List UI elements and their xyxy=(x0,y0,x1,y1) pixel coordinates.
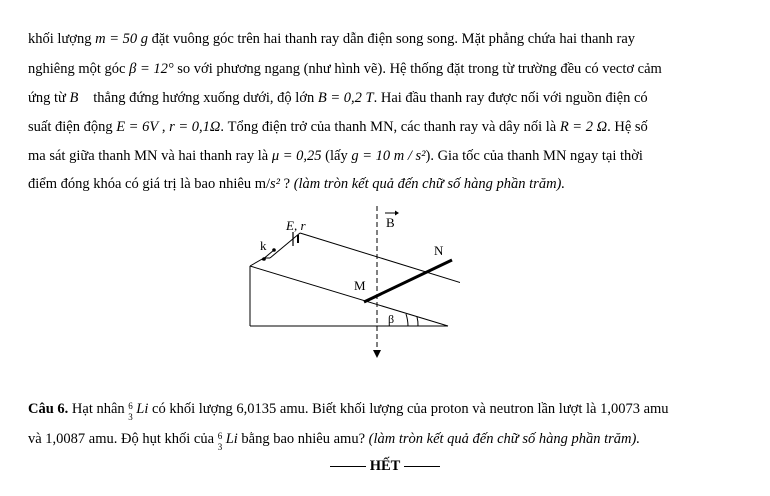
field-value: B = 0,2 T xyxy=(317,90,374,106)
problem5-line-1 xyxy=(28,30,742,48)
text: . Hai đầu thanh ray được nối với nguồn điện có xyxy=(373,90,648,106)
switch-contact xyxy=(272,248,276,252)
end-marker xyxy=(0,458,770,475)
text: bằng bao nhiêu amu? xyxy=(237,431,369,447)
text: Hạt nhân xyxy=(68,401,129,417)
question-number: Câu 6. xyxy=(28,401,69,417)
element-symbol: Li xyxy=(136,401,149,417)
text: suất điện động xyxy=(28,119,117,135)
wire-to-source xyxy=(270,233,300,258)
problem5-line-6 xyxy=(28,175,742,193)
end-text: HẾT xyxy=(369,458,401,474)
b-arrowhead xyxy=(373,350,381,358)
rounding-note: (làm tròn kết quả đến chữ số hàng phần trăm). xyxy=(368,431,640,447)
b-vector-symbol: B⃗ xyxy=(69,90,90,106)
label-n: N xyxy=(434,243,444,258)
emf-value: E = 6V xyxy=(116,119,159,135)
text: thẳng đứng hướng xuống dưới, độ lớn xyxy=(89,90,318,106)
rounding-note: (làm tròn kết quả đến chữ số hàng phần trăm). xyxy=(293,176,565,192)
label-k: k xyxy=(260,238,267,253)
problem5-line-2 xyxy=(28,60,742,78)
text: ma sát giữa thanh MN và hai thanh ray là xyxy=(28,148,272,164)
nuclide-notation xyxy=(217,431,226,452)
atomic-number: 3 xyxy=(128,412,133,422)
problem5-line-3 xyxy=(28,89,742,107)
text: so với phương ngang (như hình vẽ). Hệ thống đặt trong từ trường đều có vectơ cảm xyxy=(173,61,662,77)
internal-resistance-value: r = 0,1Ω xyxy=(169,119,221,135)
atomic-number: 3 xyxy=(217,442,223,452)
text: (lấy xyxy=(321,148,352,164)
wire-left xyxy=(250,258,270,266)
text: và 1,0087 amu. Độ hụt khối của xyxy=(28,431,218,447)
element-symbol: Li xyxy=(225,431,238,447)
switch-pivot xyxy=(262,257,266,261)
mass-number: 6 xyxy=(217,431,223,441)
question6-line-1 xyxy=(28,400,742,422)
gravity-value: g = 10 m / s² xyxy=(351,148,426,164)
friction-value: μ = 0,25 xyxy=(271,148,322,164)
text: đặt vuông góc trên hai thanh ray dẫn điện song song. Mặt phẳng chứa hai thanh ray xyxy=(147,31,636,47)
mass-value: m = 50 g xyxy=(95,31,148,47)
text: ). Gia tốc của thanh MN ngay tại thời xyxy=(425,148,643,164)
text: điểm đóng khóa có giá trị là bao nhiêu m/ xyxy=(28,176,271,192)
label-er: E, r xyxy=(286,218,306,233)
text: , xyxy=(158,119,170,135)
text: nghiêng một góc xyxy=(28,61,130,77)
angle-arc-inner xyxy=(406,314,408,326)
divider xyxy=(330,466,366,467)
total-resistance-value: R = 2 Ω xyxy=(559,119,608,135)
unit: s² xyxy=(270,176,281,192)
angle-value: β = 12° xyxy=(129,61,174,77)
b-vector-arrowhead xyxy=(395,211,399,216)
label-beta: β xyxy=(388,312,395,326)
inclined-rails-figure xyxy=(240,202,460,362)
label-b: B xyxy=(386,215,395,230)
text: ứng từ xyxy=(28,90,70,106)
problem5-line-4 xyxy=(28,118,742,136)
nuclide-notation xyxy=(128,401,136,422)
text: có khối lượng 6,0135 amu. Biết khối lượng của proton và neutron lần lượt là 1,0073 amu xyxy=(148,401,669,417)
mass-number: 6 xyxy=(128,401,133,411)
text: khối lượng xyxy=(28,31,96,47)
problem5-line-5 xyxy=(28,147,742,165)
question6-line-2 xyxy=(28,430,742,452)
angle-arc xyxy=(417,317,418,326)
text: ? xyxy=(280,176,294,192)
text: . Tổng điện trở của thanh MN, các thanh ray và dây nối là xyxy=(220,119,560,135)
divider xyxy=(404,466,440,467)
text: . Hệ số xyxy=(607,119,648,135)
label-m: M xyxy=(354,278,366,293)
